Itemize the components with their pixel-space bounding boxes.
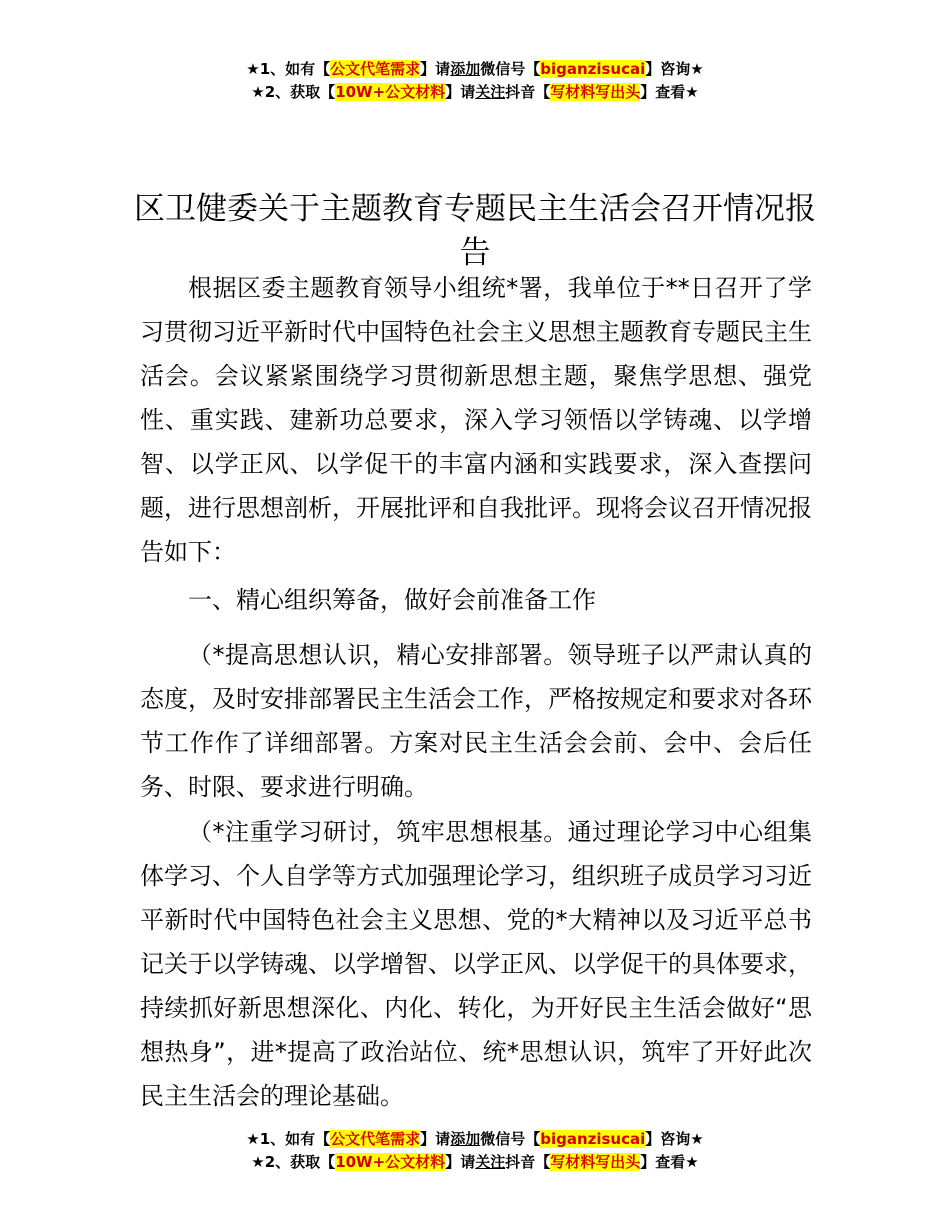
promo-highlight: 公文代笔需求 (330, 1130, 421, 1148)
promo-highlight: 10W+公文材料 (335, 1153, 446, 1171)
heading-text: 一、精心组织筹备，做好会前准备工作 (188, 586, 596, 614)
paragraph: 根据区委主题教育领导小组统*署，我单位于**日召开了学习贯彻习近平新时代中国特色社会主义思想主题教育专题民主生活会。会议紧紧围绕学习贯彻新思想主题，聚焦学思想、强党性、重实践、建新功总要求，深入学习领悟以学铸魂、以学增智、以学正风、以学促干的丰富内涵和实践要求，深入查摆问题，进行思想剖析，开展批评和自我批评。现将会议召开情况报告如下： (140, 274, 812, 566)
promo-emphasis: 添加 (450, 1130, 481, 1148)
paragraph-item-1 (140, 633, 812, 809)
promo-text: ★2、获取【 (251, 83, 336, 101)
promo-banner-bottom (0, 1128, 950, 1174)
promo-text: 】咨询★ (645, 60, 704, 78)
promo-highlight: 公文代笔需求 (330, 60, 421, 78)
promo-emphasis: 添加 (450, 60, 481, 78)
promo-emphasis: 关注 (475, 1153, 506, 1171)
promo-text: ★1、如有【 (246, 1130, 331, 1148)
promo-text: ★2、获取【 (251, 1153, 336, 1171)
promo-text: 微信号【 (480, 60, 541, 78)
promo-text: 】请 (420, 1130, 451, 1148)
promo-text: 】请 (420, 60, 451, 78)
promo-text: 抖音【 (505, 1153, 551, 1171)
document-title: 区卫健委关于主题教育专题民主生活会召开情况报告 (134, 190, 816, 271)
promo-text: ★1、如有【 (246, 60, 331, 78)
promo-line-1 (0, 58, 950, 81)
promo-line-1 (0, 1128, 950, 1151)
promo-emphasis: 关注 (475, 83, 506, 101)
paragraph: （*注重学习研讨，筑牢思想根基。通过理论学习中心组集体学习、个人自学等方式加强理论学习，组织班子成员学习习近平新时代中国特色社会主义思想、党的*大精神以及习近平总书记关于以学铸魂、以学增智、以学正风、以学促干的具体要求，持续抓好新思想深化、内化、转化，为开好民主生活会做好“思想热身”，进*提高了政治站位、统*思想认识，筑牢了开好此次民主生活会的理论基础。 (140, 818, 812, 1110)
promo-wechat-id: biganzisucai (540, 60, 646, 78)
section-heading (140, 578, 812, 622)
promo-douyin-id: 写材料写出头 (550, 1153, 641, 1171)
promo-line-2 (0, 81, 950, 104)
promo-text: 抖音【 (505, 83, 551, 101)
promo-line-2 (0, 1151, 950, 1174)
paragraph-intro (140, 266, 812, 574)
promo-text: 】查看★ (640, 1153, 699, 1171)
promo-text: 】请 (445, 83, 476, 101)
promo-text: 】请 (445, 1153, 476, 1171)
promo-text: 微信号【 (480, 1130, 541, 1148)
promo-text: 】咨询★ (645, 1130, 704, 1148)
promo-text: 】查看★ (640, 83, 699, 101)
promo-douyin-id: 写材料写出头 (550, 83, 641, 101)
paragraph: （*提高思想认识，精心安排部署。领导班子以严肃认真的态度，及时安排部署民主生活会工作，严格按规定和要求对各环节工作作了详细部署。方案对民主生活会会前、会中、会后任务、时限、要求进行明确。 (140, 641, 812, 801)
promo-highlight: 10W+公文材料 (335, 83, 446, 101)
promo-wechat-id: biganzisucai (540, 1130, 646, 1148)
promo-banner-top (0, 58, 950, 104)
paragraph-item-2 (140, 810, 812, 1118)
